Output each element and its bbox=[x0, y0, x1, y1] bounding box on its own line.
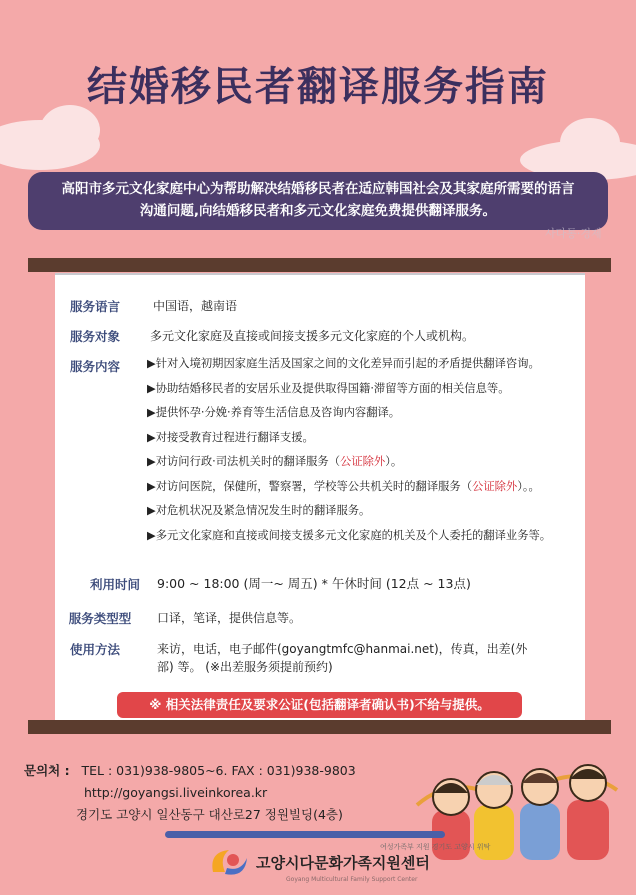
language-label: 服务语言 bbox=[69, 299, 120, 314]
cloud-left-bump bbox=[40, 105, 100, 155]
method-line-1: 来访，电话，电子邮件(goyangtmfc@hanmai.net)，传真，出差(外 bbox=[157, 642, 528, 656]
target-label: 服务对象 bbox=[69, 329, 120, 344]
scroll-bar-bottom bbox=[28, 720, 611, 734]
method-value bbox=[157, 640, 577, 676]
center-english-name: Goyang Multicultural Family Support Center bbox=[286, 876, 418, 883]
contact-url[interactable]: http://goyangsi.liveinkorea.kr bbox=[84, 785, 268, 800]
target-value: 多元文化家庭及直接或间接支援多元文化家庭的个人或机构。 bbox=[150, 329, 475, 343]
contact-phone: TEL : 031)938-9805~6. FAX : 031)938-9803 bbox=[81, 763, 356, 778]
list-item bbox=[147, 478, 587, 503]
time-label: 利用时间 bbox=[89, 577, 140, 592]
list-item: ▶对危机状况及紧急情况发生时的翻译服务。 bbox=[147, 504, 371, 517]
list-item: ▶针对入境初期因家庭生活及国家之间的文化差异而引起的矛盾提供翻译咨询。 bbox=[147, 357, 540, 370]
intro-line-2: 沟通问题,向结婚移民者和多元文化家庭免费提供翻译服务。 bbox=[139, 203, 497, 219]
intro-line-1: 高阳市多元文化家庭中心为帮助解决结婚移民者在适应韩国社会及其家庭所需要的语言 bbox=[61, 181, 575, 197]
item-tail: ）。 bbox=[385, 455, 403, 468]
notary-excluded: 公证除外 bbox=[472, 479, 518, 493]
item-tail: ）。。 bbox=[517, 479, 540, 493]
notary-excluded: 公证除外 bbox=[340, 455, 386, 468]
legal-notice: ※ 相关法律责任及要求公证(包括翻译者确认书)不给与提供。 bbox=[117, 692, 522, 718]
content-list bbox=[147, 355, 587, 551]
page-title: 结婚移民者翻译服务指南 bbox=[87, 64, 549, 110]
language-value: 中国语，越南语 bbox=[153, 299, 238, 313]
watermark: 사다통·경제 bbox=[545, 227, 602, 240]
method-label: 使用方法 bbox=[69, 642, 120, 657]
type-value: 口译，笔译，提供信息等。 bbox=[157, 611, 302, 625]
center-sponsor: 여성가족부 지원 경기도 고양시 위탁 bbox=[380, 843, 491, 851]
time-value: 9:00 ~ 18:00 (周一~ 周五) * 午休时间 (12点 ~ 13点) bbox=[157, 576, 471, 591]
item-text: ▶对访问行政·司法机关时的翻译服务（ bbox=[147, 455, 341, 468]
contact-info bbox=[24, 760, 356, 826]
center-name: 고양시다문화가족지원센터 bbox=[256, 854, 430, 872]
cloud-right-bump bbox=[560, 118, 620, 168]
list-item: ▶多元文化家庭和直接或间接支援多元文化家庭的机关及个人委托的翻译业务等。 bbox=[147, 528, 552, 542]
footer-divider bbox=[165, 831, 445, 838]
intro-box bbox=[28, 172, 608, 230]
info-panel bbox=[55, 275, 585, 720]
method-line-2: 部) 等。 (※出差服务须提前预约) bbox=[157, 660, 333, 674]
scroll-bar-top bbox=[28, 258, 611, 272]
list-item bbox=[147, 453, 587, 478]
center-logo-icon bbox=[205, 842, 251, 882]
list-item: ▶提供怀孕·分娩·养育等生活信息及咨询内容翻译。 bbox=[147, 406, 401, 419]
person-3 bbox=[520, 769, 560, 860]
contact-label: 문의처 : bbox=[24, 763, 70, 778]
item-text: ▶对访问医院，保健所，警察署，学校等公共机关时的翻译服务（ bbox=[147, 479, 473, 493]
type-label: 服务类型型 bbox=[68, 611, 132, 626]
list-item: ▶对接受教育过程进行翻译支援。 bbox=[147, 430, 314, 444]
content-label: 服务内容 bbox=[69, 359, 120, 374]
contact-address: 경기도 고양시 일산동구 대산로27 정원빌딩(4층) bbox=[76, 807, 343, 822]
person-4 bbox=[567, 765, 609, 860]
list-item: ▶协助结婚移民者的安居乐业及提供取得国籍·滞留等方面的相关信息等。 bbox=[147, 381, 510, 395]
